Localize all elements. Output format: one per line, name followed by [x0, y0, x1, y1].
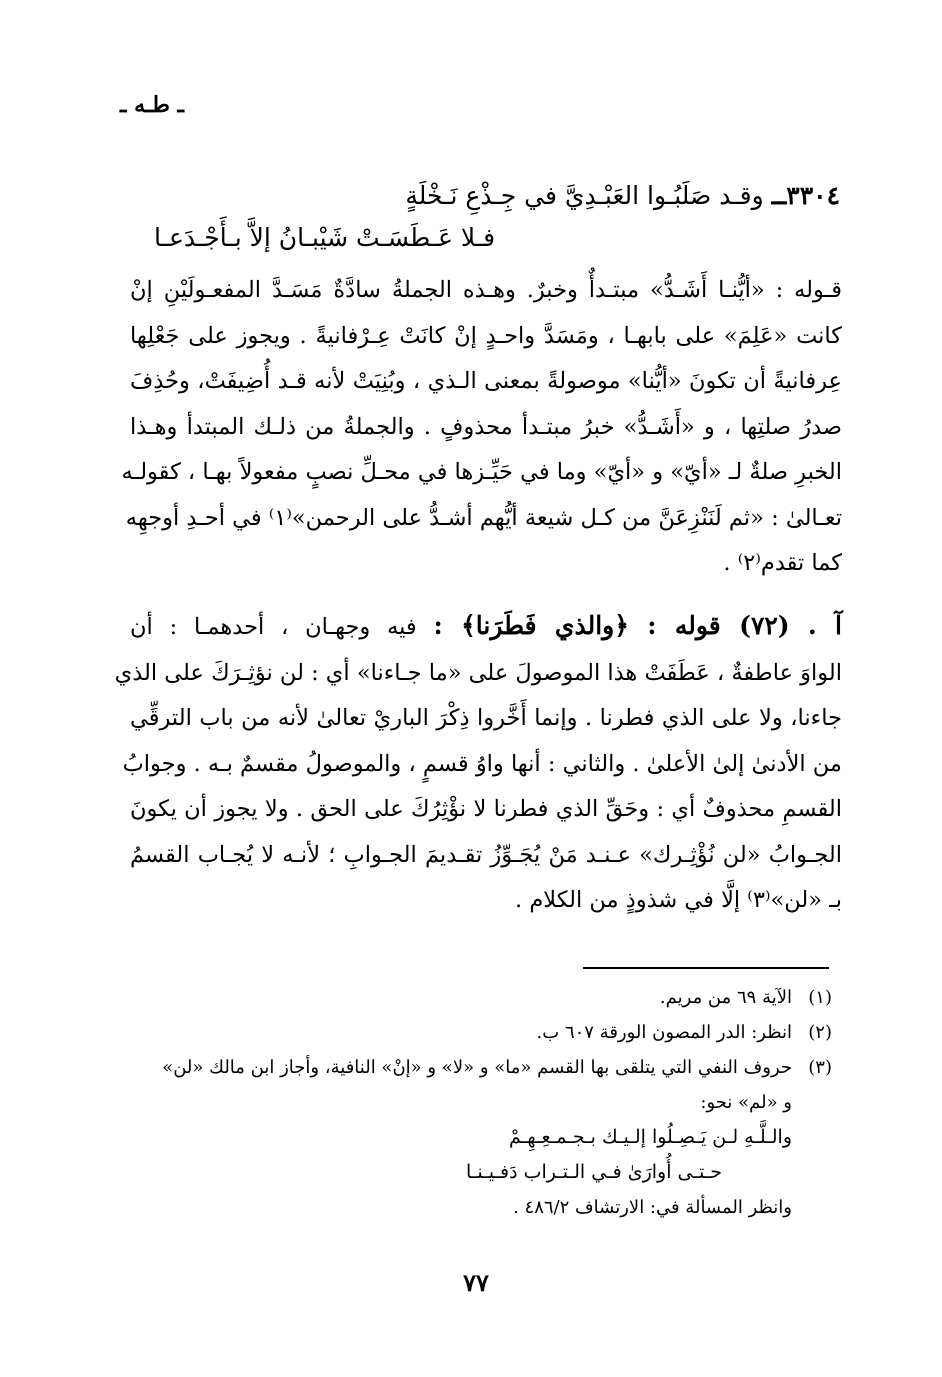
verse-line-1: [150, 175, 840, 217]
commentary-paragraph-2: [114, 603, 842, 924]
verse-hemistich-2: فـلا عَـطَسَـتْ شَيْبـانُ إلاَّ بـأَجْـدَعـا: [154, 223, 496, 252]
footnote-3-continued: و «لم» نحو:: [700, 1092, 792, 1113]
page-number: ٧٧: [463, 1268, 489, 1297]
footnote-separator: [583, 967, 829, 969]
paragraph-line: عِرفانيةً أن تكونَ «أيُّنا» موصولةً بمعنى الـذي ، وبُنِيَتْ لأنه قـد أُضِيفَتْ، وحُذِفَ: [130, 368, 842, 394]
footnote-2: [120, 1015, 832, 1050]
paragraph-line: كما تقدم⁽٢⁾ .: [723, 550, 842, 576]
poem-hemistich-2: حـتـى أُوارَىٰ فـي الـتـراب دَفـيـنـا: [466, 1161, 722, 1183]
footnote-number: (٢): [808, 1022, 832, 1043]
footnote-3-reference: وانظر المسألة في: الارتشاف ٤٨٦/٢ .: [513, 1197, 792, 1218]
footnote-number: (١): [808, 987, 832, 1008]
verse-number: ٣٣٠٤ــ: [771, 181, 840, 210]
footnote-1: [120, 980, 832, 1015]
commentary-paragraph-1: [121, 268, 842, 587]
verse-hemistich-1: وقـد صَلَبُـوا العَبْـدِيَّ في جِـذْعِ نَـخْلَةٍ: [405, 181, 764, 210]
footnote-number: (٣): [808, 1057, 832, 1078]
verse-reference-heading: آ . (٧٢) قوله : ﴿والذي فَطَرَنا﴾ :: [433, 611, 842, 640]
footnotes: [120, 980, 832, 1225]
footnote-3: [120, 1050, 832, 1085]
footnote-text: حروف النفي التي يتلقى بها القسم «ما» و «لا» و «إنْ» النافية، وأجاز ابن مالك «لن»: [162, 1057, 792, 1078]
paragraph-line-rest: فيه وجهـان ، أحدهمـا : أن: [130, 614, 417, 640]
paragraph-line: كانت «عَلِمَ» على بابهـا ، ومَسَدَّ واحـدٍ إنْ كانَتْ عِـرْفانيةً . ويجوز على جَعْلِها: [130, 322, 842, 349]
paragraph-line: الواوَ عاطفةٌ ، عَطَفَتْ هذا الموصولَ على «ما جـاءنا» أي : لن نؤثِـرَكَ على الذي: [114, 659, 842, 686]
footnote-text: انظر: الدر المصون الورقة ٦٠٧ ب.: [536, 1022, 792, 1043]
paragraph-line: جاءنا، ولا على الذي فطرنا . وإنما أَخَّروا ذِكْرَ الباريْ تعالىٰ لأنه من باب الترقِّي: [130, 705, 842, 731]
paragraph-line: بـ «لن»⁽٣⁾ إلَّا في شذوذٍ من الكلام .: [515, 887, 842, 913]
paragraph-line: تعـالىٰ : «ثم لَنَنْزِعَنَّ من كـل شيعة أيُّهم أشـدُّ على الرحمن»⁽١⁾ في أحـدِ أوجهِه: [125, 504, 842, 531]
paragraph-first-line: [130, 603, 842, 651]
paragraph-line: الخبرِ صلةٌ لـ «أيّ» و «أيّ» وما في حَيِّـزها في محـلِّ نصبٍ مفعولاً بهـا ، كقولـه: [121, 459, 842, 485]
paragraph-line: من الأدنىٰ إلىٰ الأعلىٰ . والثاني : أنها واوُ قسمٍ ، والموصولُ مقسمٌ بـه . وجوابُ: [122, 750, 842, 777]
paragraph-line: صدرُ صلتِها ، و «أَشَـدُّ» خبرُ مبتـدأ محذوفٍ . والجملةُ من ذلـك المبتدأ وهـذا: [130, 413, 842, 440]
paragraph-line: قـوله : «أيُّنـا أَشَـدُّ» مبتـدأٌ وخبرٌ. وهـذه الجملةُ سادَّةٌ مَسَـدَّ المفعـولَيْنِ إنْ: [130, 277, 842, 303]
verse-block: [150, 175, 840, 259]
paragraph-line: الجـوابُ «لن نُؤْثِـرك» عـنـد مَنْ يُجَـوِّزُ تقـديمَ الجـوابِ ؛ لأنـه لا يُجـاب القسمُ: [130, 841, 842, 868]
running-header: ـ طـه ـ: [120, 92, 184, 118]
poem-hemistich-1: والـلَّـهِ لـن يَـصِـلُوا إلـيـك بـجـمـعِـهِـمْ: [509, 1126, 792, 1148]
footnote-text: الآية ٦٩ من مريم.: [659, 987, 792, 1008]
paragraph-line: القسمِ محذوفٌ أي : وحَقِّ الذي فطرنا لا نؤْثِرُكَ على الحق . ولا يجوز أن يكونَ: [130, 796, 842, 822]
